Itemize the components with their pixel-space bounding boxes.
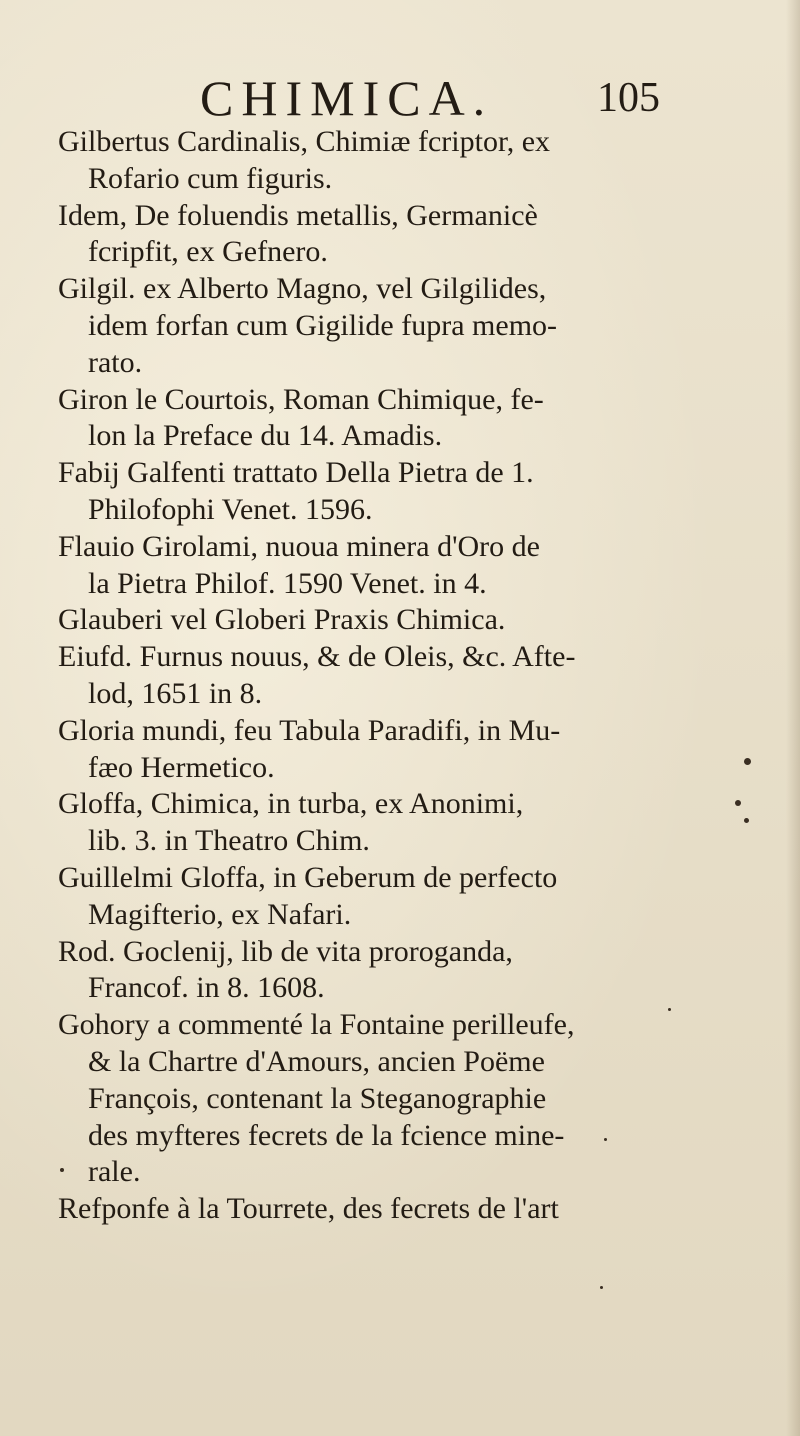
ink-speck <box>60 1168 64 1172</box>
text-line: Fabij Galfenti trattato Della Pietra de 1. <box>58 456 534 490</box>
text-line: Gloria mundi, feu Tabula Paradifi, in Mu- <box>58 713 561 747</box>
ink-speck <box>744 818 749 823</box>
text-line: Eiufd. Furnus nouus, & de Oleis, &c. Afte- <box>58 640 576 674</box>
text-line: rato. <box>88 345 143 379</box>
text-line: Philofophi Venet. 1596. <box>88 492 373 526</box>
text-line: lod, 1651 in 8. <box>88 676 263 710</box>
text-line: Guillelmi Gloffa, in Geberum de perfecto <box>58 860 558 894</box>
text-line: Gilbertus Cardinalis, Chimiæ fcriptor, ex <box>58 125 551 158</box>
text-line: Refponfe à la Tourrete, des fecrets de l'art <box>58 1192 559 1226</box>
text-line: Flauio Girolami, nuoua minera d'Oro de <box>58 529 540 563</box>
text-line: rale. <box>88 1155 141 1189</box>
page-number: 105 <box>597 75 660 121</box>
running-head: CHIMICA. <box>200 70 494 126</box>
text-line: fcripfit, ex Gefnero. <box>88 235 328 269</box>
text-line: fæo Hermetico. <box>88 750 275 784</box>
text-line: Gohory a commenté la Fontaine perilleufe, <box>58 1008 575 1042</box>
text-line: Magifterio, ex Nafari. <box>88 897 352 931</box>
ink-speck <box>604 1138 607 1141</box>
text-line: Giron le Courtois, Roman Chimique, fe- <box>58 382 544 416</box>
text-line: Francof. in 8. 1608. <box>88 971 325 1005</box>
text-body <box>58 124 798 1228</box>
text-line: Idem, De foluendis metallis, Germanicè <box>58 198 538 232</box>
ink-speck <box>744 758 751 765</box>
ink-speck <box>600 1286 603 1289</box>
text-line: des myfteres fecrets de la fcience mine- <box>88 1118 565 1152</box>
text-line: lib. 3. in Theatro Chim. <box>88 824 370 858</box>
text-line: la Pietra Philof. 1590 Venet. in 4. <box>88 566 487 600</box>
text-line: Gloffa, Chimica, in turba, ex Anonimi, <box>58 787 524 821</box>
text-line: Rofario cum figuris. <box>88 161 333 195</box>
ink-speck <box>668 1008 671 1011</box>
text-line: idem forfan cum Gigilide fupra memo- <box>88 308 558 342</box>
text-line: Gilgil. ex Alberto Magno, vel Gilgilides, <box>58 272 547 306</box>
ink-speck <box>735 800 741 806</box>
text-line: lon la Preface du 14. Amadis. <box>88 419 443 453</box>
text-line: Glauberi vel Globeri Praxis Chimica. <box>58 603 506 637</box>
text-line: François, contenant la Steganographie <box>88 1081 547 1115</box>
text-line: & la Chartre d'Amours, ancien Poëme <box>88 1044 545 1078</box>
page-header <box>200 68 660 128</box>
text-line: Rod. Goclenij, lib de vita proroganda, <box>58 934 513 968</box>
